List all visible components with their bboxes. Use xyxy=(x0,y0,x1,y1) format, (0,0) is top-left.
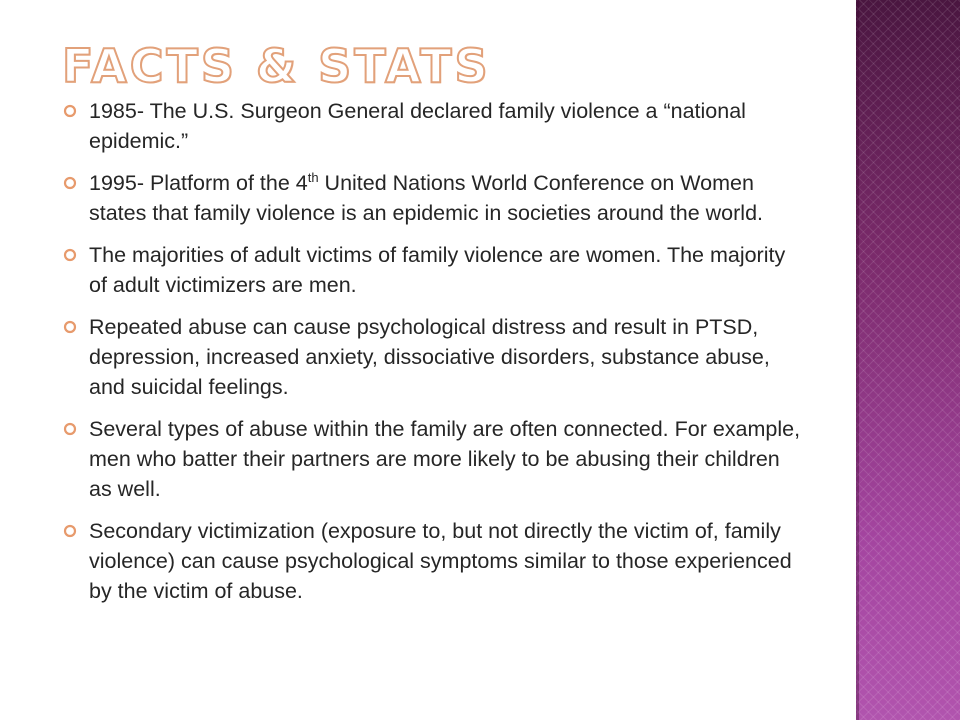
bullet-item xyxy=(62,312,807,402)
bullet-item xyxy=(62,240,807,300)
circle-outline-icon xyxy=(62,240,89,270)
circle-outline-icon xyxy=(62,312,89,342)
bullet-text: Several types of abuse within the family are often connected. For example, men who batter their partners are more likely to be abusing their children as well. xyxy=(89,417,801,501)
bullet-item xyxy=(62,516,807,606)
decorative-side-band xyxy=(856,0,960,720)
side-band-edge xyxy=(856,0,859,720)
bullet-text-part: 1995- Platform of the 4 xyxy=(89,171,308,195)
bullet-text: The majorities of adult victims of family violence are women. The majority of adult victimizers are men. xyxy=(89,243,786,297)
circle-outline-icon xyxy=(62,96,89,126)
bullet-item xyxy=(62,96,807,156)
bullet-item xyxy=(62,414,807,504)
bullet-text: Repeated abuse can cause psychological distress and result in PTSD, depression, increased anxiety, dissociative disorders, substance abuse, and suicidal feelings. xyxy=(89,315,770,399)
bullet-text-part: United Nations World Conference on Women states that family violence is an epidemic in societies around the world. xyxy=(89,171,764,225)
circle-outline-icon xyxy=(62,516,89,546)
slide-title: FACTS & STATS xyxy=(62,39,491,93)
circle-outline-icon xyxy=(62,168,89,198)
ordinal-superscript: th xyxy=(307,169,319,185)
bullet-text xyxy=(89,168,807,228)
bullet-text: Secondary victimization (exposure to, but not directly the victim of, family violence) can cause psychological symptoms similar to those experienced by the victim of abuse. xyxy=(89,519,792,603)
bullet-item xyxy=(62,168,807,228)
circle-outline-icon xyxy=(62,414,89,444)
bullet-list xyxy=(62,96,807,618)
bullet-text: 1985- The U.S. Surgeon General declared family violence a “national epidemic.” xyxy=(89,99,746,153)
